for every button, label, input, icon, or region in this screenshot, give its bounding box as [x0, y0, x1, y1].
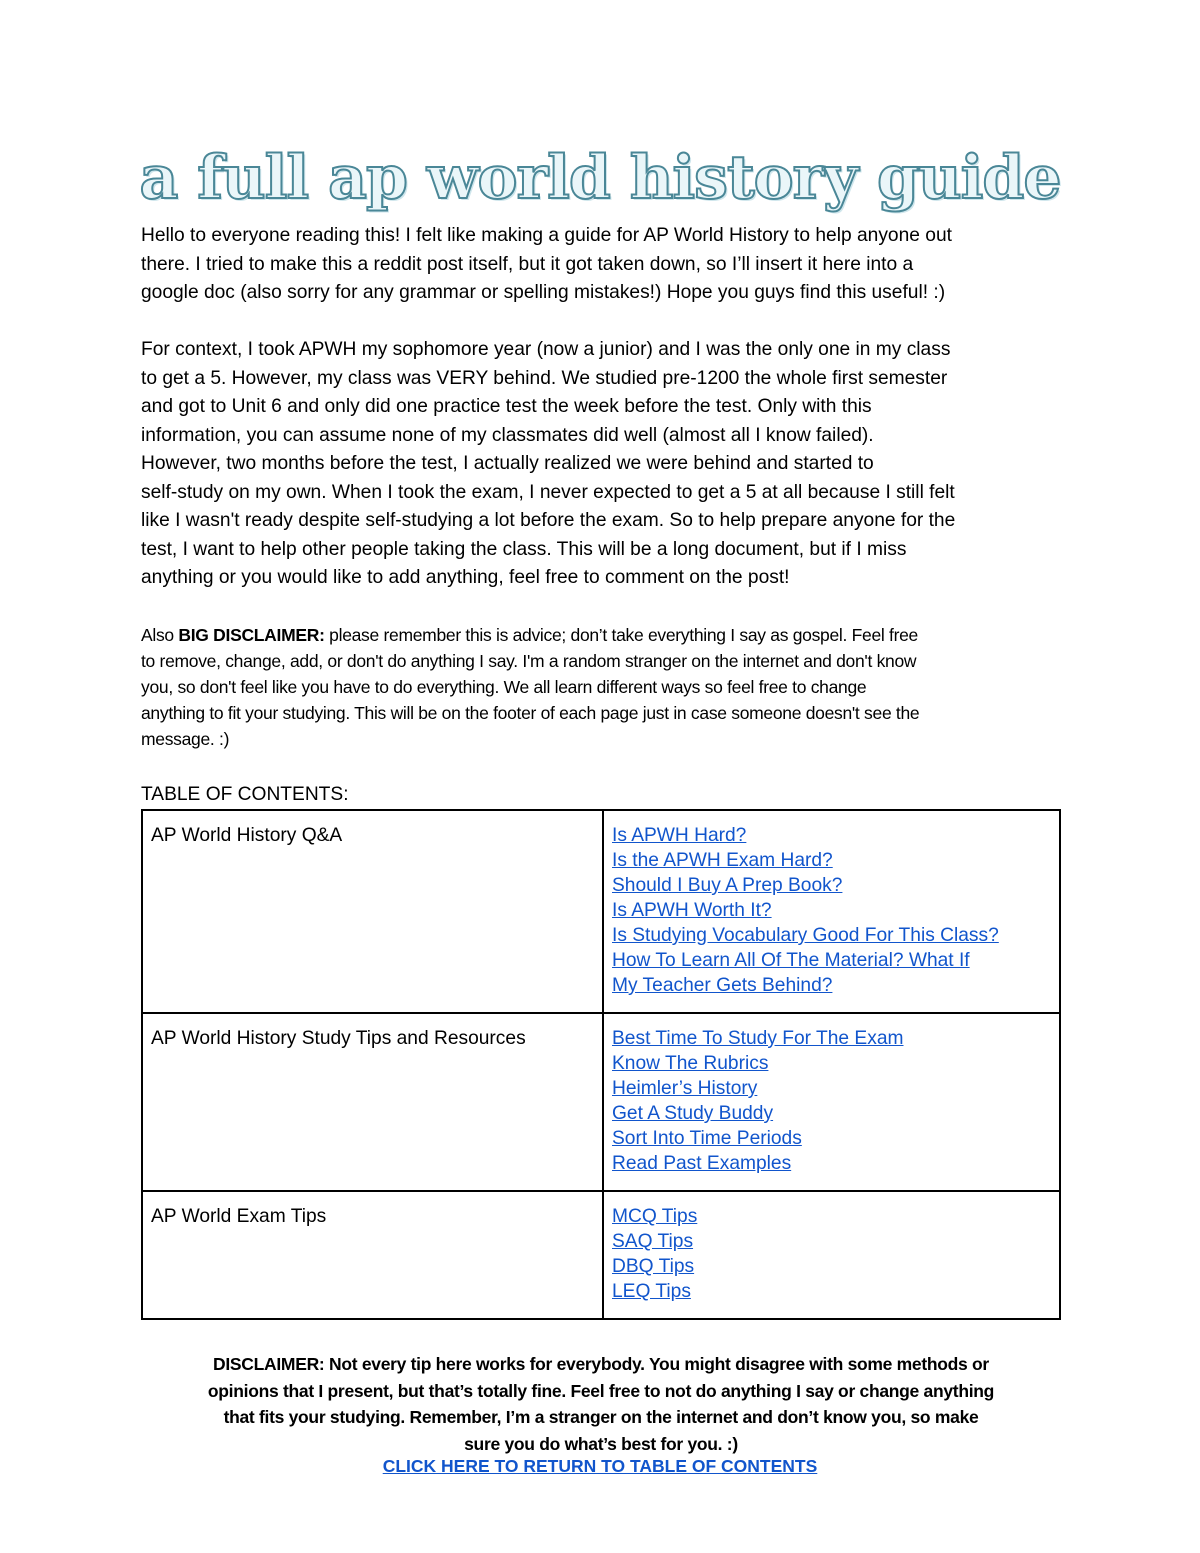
toc-links-cell [603, 1191, 1060, 1319]
footer-disclaimer: DISCLAIMER: Not every tip here works for everybody. You might disagree with some methods or opinions that I present, but that’s totally fine. Feel free to not do anything I say or change anything that fits your studying. Remember, I’m a stranger on the internet and don’t know you, so make sure you do what’s best for you. :) [207, 1354, 995, 1454]
toc-table [141, 809, 1061, 1320]
toc-link[interactable]: Sort Into Time Periods [612, 1128, 802, 1149]
toc-link[interactable]: Should I Buy A Prep Book? [612, 875, 843, 896]
toc-link[interactable]: Is the APWH Exam Hard? [612, 850, 833, 871]
toc-link[interactable]: MCQ Tips [612, 1206, 698, 1227]
toc-category: AP World Exam Tips [142, 1191, 603, 1319]
toc-link[interactable]: Read Past Examples [612, 1153, 792, 1174]
big-disclaimer-text: please remember this is advice; don’t take everything I say as gospel. Feel free to remove, change, add, or don't do anything I say. I'm a random stranger on the internet and don't know you, so don't feel like you have to do everything. We all learn different ways so feel free to change anything to fit your studying. This will be on the footer of each page just in case someone doesn't see the message. :) [141, 625, 920, 749]
toc-link[interactable]: LEQ Tips [612, 1281, 691, 1302]
toc-link[interactable]: Best Time To Study For The Exam [612, 1028, 904, 1049]
toc-row [142, 1191, 1060, 1319]
toc-link[interactable]: DBQ Tips [612, 1256, 695, 1277]
toc-row [142, 1013, 1060, 1191]
toc-link[interactable]: Get A Study Buddy [612, 1103, 774, 1124]
big-disclaimer-prefix: Also [141, 625, 179, 645]
big-disclaimer [141, 622, 1071, 752]
toc-link[interactable]: How To Learn All Of The Material? What If [612, 950, 970, 971]
toc-link[interactable]: Know The Rubrics [612, 1053, 769, 1074]
intro-paragraph-greeting: Hello to everyone reading this! I felt like making a guide for AP World History to help anyone out there. I tried to make this a reddit post itself, but it got taken down, so I’ll insert it here into a google doc (also sorry for any grammar or spelling mistakes!) Hope you guys find this useful! :) [141, 225, 952, 303]
toc-row [142, 810, 1060, 1013]
return-to-toc-link[interactable]: CLICK HERE TO RETURN TO TABLE OF CONTENTS [382, 1456, 818, 1476]
toc-link[interactable]: Is APWH Worth It? [612, 900, 772, 921]
toc-link[interactable]: Heimler’s History [612, 1078, 758, 1099]
toc-links-cell [603, 810, 1060, 1013]
intro-section [141, 222, 1071, 593]
big-disclaimer-label: BIG DISCLAIMER: [178, 625, 325, 645]
toc-links-cell [603, 1013, 1060, 1191]
toc-link[interactable]: Is APWH Hard? [612, 825, 747, 846]
intro-paragraph-context: For context, I took APWH my sophomore year (now a junior) and I was the only one in my class to get a 5. However, my class was VERY behind. We studied pre-1200 the whole first semester and got to Unit 6 and only did one practice test the week before the test. Only with this information, you can assume none of my classmates did well (almost all I know failed). However, two months before the test, I actually realized we were behind and started to self-study on my own. When I took the exam, I never expected to get a 5 at all because I still felt like I wasn't ready despite self-studying a lot before the exam. So to help prepare anyone for the test, I want to help other people taking the class. This will be a long document, but if I miss anything or you would like to add anything, feel free to comment on the post! [141, 339, 956, 588]
toc-heading: TABLE OF CONTENTS: [141, 784, 349, 805]
page-title: a full ap world history guide [139, 143, 1061, 213]
toc-category: AP World History Study Tips and Resources [142, 1013, 603, 1191]
toc-link[interactable]: My Teacher Gets Behind? [612, 975, 833, 996]
toc-category: AP World History Q&A [142, 810, 603, 1013]
toc-link[interactable]: SAQ Tips [612, 1231, 694, 1252]
toc-link[interactable]: Is Studying Vocabulary Good For This Class? [612, 925, 999, 946]
